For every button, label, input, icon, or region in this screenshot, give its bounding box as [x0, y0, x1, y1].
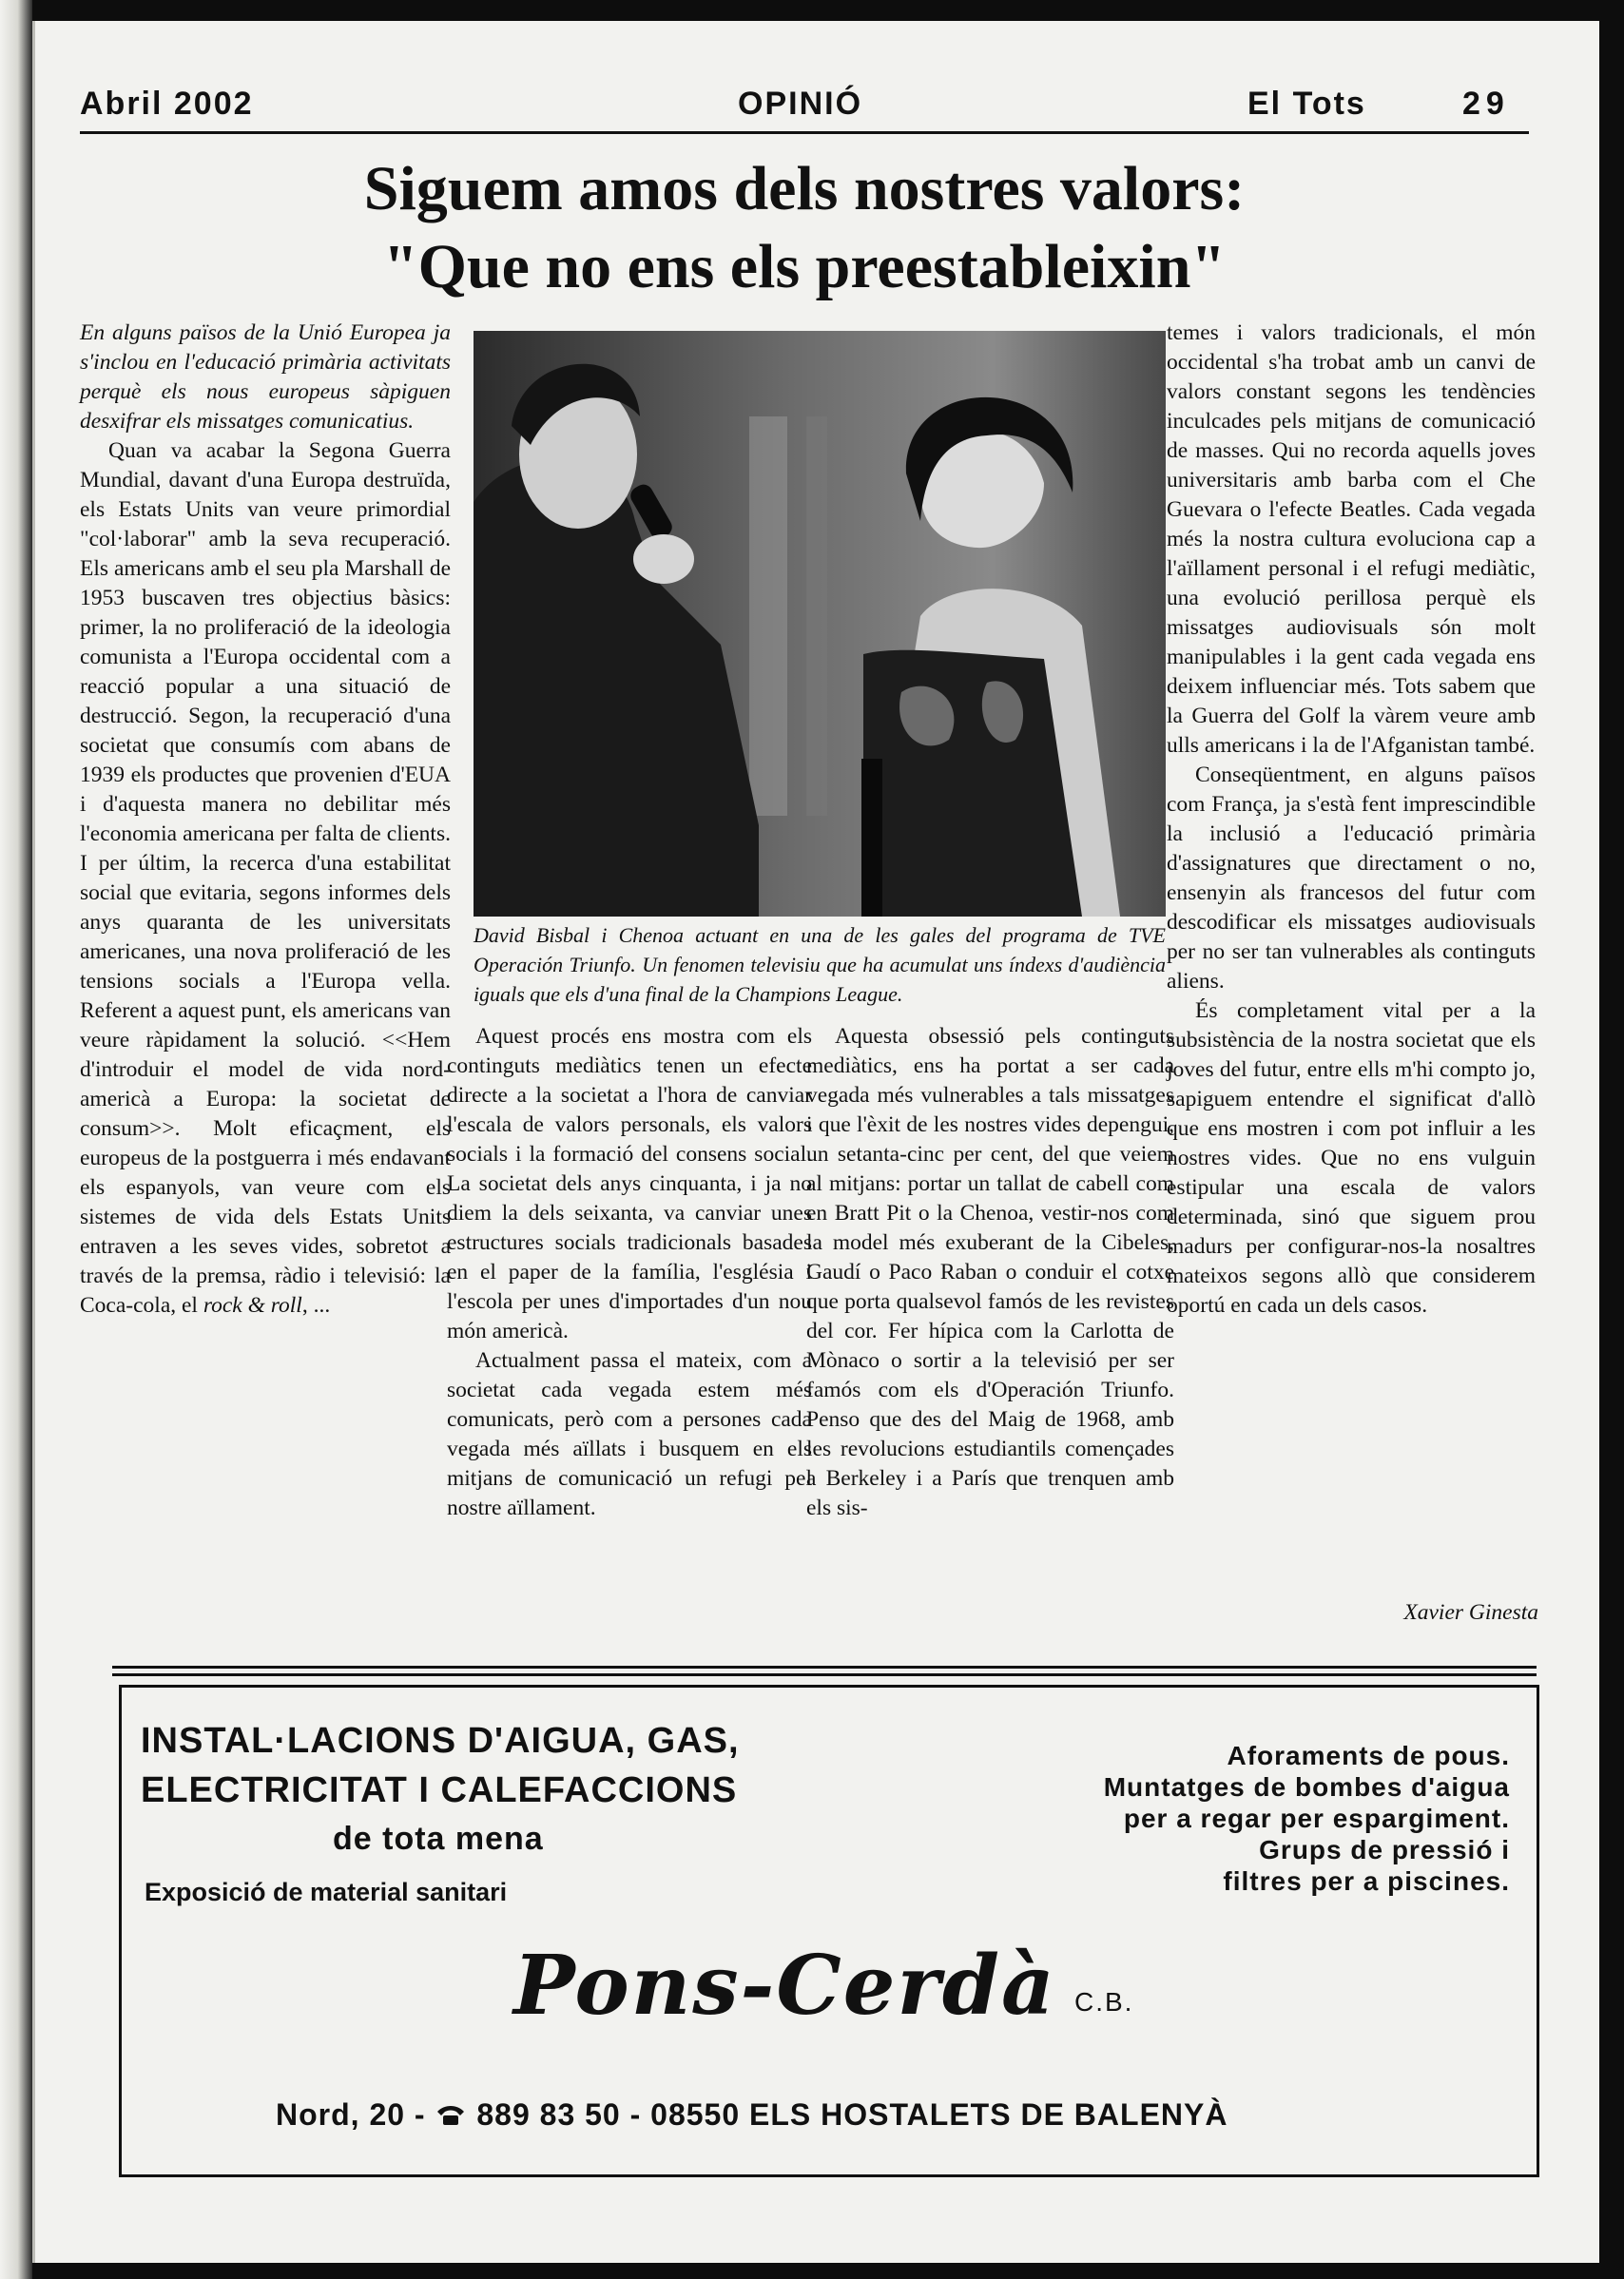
section-title: OPINIÓ	[738, 86, 863, 122]
article-headline	[80, 150, 1529, 306]
article-column-1	[80, 319, 451, 1321]
article-paragraph: Quan va acabar la Segona Guerra Mundial, davant d'una Europa destruïda, els Estats Units van veure primordial "col·laborar" amb la seva recuperació. Els americans amb el seu pla Marshall de 1953 buscaven tres objectius bàsics: primer, la no proliferació de la ideologia comunista a l'Europa occidental com a reacció popular a una situació de destrucció. Segon, la recuperació d'una societat que consumís com abans de 1939 els productes que provenien d'EUA i d'aquesta manera no debilitar més l'economia americana per falta de clients. I per últim, la recerca d'una estabilitat social que evitaria, segons informes dels anys quaranta de les universitats americanes, una nova proliferació de les tensions socials a l'Europa vella. Referent a aquest punt, els americans van veure ràpidament la solució. <<Hem d'introduir el model de vida nord-americà a Europa: la societat de consum>>. Molt eficaçment, els europeus de la postguerra i més endavant els espanyols, van veure com els sistemes de vida dels Estats Units entraven a les seves vides, sobretot a través de la premsa, ràdio i televisió: la Coca-cola, el rock & roll, ...	[80, 438, 451, 1318]
ad-brand-logo: Pons-Cerdà	[513, 1938, 1056, 2034]
issue-date: Abril 2002	[80, 86, 254, 122]
ad-divider	[112, 1673, 1537, 1676]
ad-service-line: Grups de pressió i	[1259, 1835, 1510, 1864]
italic-term: rock & roll	[203, 1293, 302, 1318]
headline-line-1: Siguem amos dels nostres valors:	[363, 154, 1246, 223]
ad-service-line: Muntatges de bombes d'aigua	[1103, 1772, 1510, 1802]
ad-address-street: Nord, 20 -	[276, 2097, 426, 2133]
headline-line-2: "Que no ens els preestableixin"	[382, 232, 1227, 301]
ad-title-line: de tota mena	[333, 1821, 544, 1857]
ad-address-city: - 08550 ELS HOSTALETS DE BALENYÀ	[629, 2097, 1228, 2133]
article-paragraph: Aquesta obsessió pels continguts mediàtics, ens ha portat a ser cada vegada més vulnerables a tals missatges i que l'èxit de les nostres vides depengui, un setanta-cinc per cent, del que veiem al mitjans: portar un tallat de cabell com en Bratt Pit o la Chenoa, vestir-nos com la model més exuberant de la Cibeles, Gaudí o Paco Raban o conduir el cotxe que porta qualsevol famós de les revistes del cor. Fer hípica com la Carlotta de Mònaco o sortir a la televisió per ser famós com els d'Operación Triunfo. Penso que des del Maig de 1968, amb les revolucions estudiantils començades a Berkeley i a París que trenquen amb els sis-	[806, 1024, 1174, 1520]
article-paragraph: Actualment passa el mateix, com a societat cada vegada estem més comunicats, però com a persones cada vegada més aïllats i busquem en els mitjans de comunicació un refugi pel nostre aïllament.	[447, 1348, 812, 1520]
header-rule	[80, 131, 1529, 134]
article-paragraph: temes i valors tradicionals, el món occidental s'ha trobat amb un canvi de valors constant segons les tendències inculcades pels mitjans de comunicació de masses. Qui no recorda aquells joves universitaris amb barba com el Che Guevara o l'efecte Beatles. Cada vegada més la nostra cultura evoluciona cap a l'aïllament personal i el refugi mediàtic, una evolució perillosa perquè els missatges audiovisuals són molt manipulables i la gent cada vegada ens deixem influenciar més. Tots sabem que la Guerra del Golf la vàrem veure amb ulls americans i la de l'Afganistan també.	[1167, 320, 1536, 758]
ad-exhibit: Exposició de material sanitari	[145, 1878, 508, 1906]
article-lead: En alguns països de la Unió Europea ja s'inclou en l'educació primària activitats perquè els nous europeus sàpiguen desxifrar els missatges comunicatius.	[80, 320, 451, 434]
photo-illustration	[474, 331, 1166, 917]
article-author: Xavier Ginesta	[1403, 1600, 1538, 1625]
article-paragraph: És completament vital per a la subsistència de la nostra societat que els joves del futur, entre ells m'hi compto jo, sapiguem entendre el significat d'allò que ens mostren i com pot influir a les nostres vides. Que no ens vulguin estipular una escala de valors determinada, sinó que siguem prou madurs per configurar-nos-la nosaltres mateixos segons allò que considerem oportú en cada un dels casos.	[1167, 998, 1536, 1318]
ad-brand-suffix: C.B.	[1074, 1987, 1134, 2017]
photo-caption: David Bisbal i Chenoa actuant en una de les gales del programa de TVE Operación Triunfo. Un fenomen televisiu que ha acumulat uns índexs d'audiència iguals que els d'una final de la Champions League.	[474, 923, 1166, 1006]
ad-service-line: Aforaments de pous.	[1227, 1741, 1510, 1770]
ad-title-line: INSTAL·LACIONS D'AIGUA, GAS,	[141, 1721, 740, 1761]
ad-service-line: per a regar per espargiment.	[1123, 1804, 1510, 1833]
article-photo	[474, 331, 1166, 917]
ad-service-line: filtres per a piscines.	[1223, 1866, 1510, 1896]
ad-title-line: ELECTRICITAT I CALEFACCIONS	[141, 1770, 738, 1810]
phone-icon	[435, 2103, 467, 2128]
page-number: 29	[1462, 86, 1510, 122]
article-column-2	[447, 1022, 812, 1523]
ad-phone-number: 889 83 50	[476, 2097, 621, 2133]
publication-name: El Tots	[1247, 86, 1366, 122]
article-column-3	[806, 1022, 1174, 1523]
article-paragraph: Conseqüentment, en alguns països com França, ja s'està fent imprescindible la inclusió a l'educació primària d'assignatures que directament o no, ensenyin als francesos del futur com descodificar els missatges audiovisuals per no ser tan vulnerables als continguts aliens.	[1167, 763, 1536, 994]
ad-divider	[112, 1666, 1537, 1669]
ad-address	[276, 2096, 1228, 2133]
page-binding-edge	[0, 0, 32, 2279]
article-paragraph: Aquest procés ens mostra com els continguts mediàtics tenen un efecte directe a la societat a l'hora de canviar l'escala de valors personals, els valors socials i la formació del consens social. La societat dels anys cinquanta, i ja no diem la dels seixanta, va canviar unes estructures socials tradicionals basades en el paper de la família, l'església i l'escola per unes d'importades d'un nou món americà.	[447, 1024, 812, 1343]
article-column-4	[1167, 319, 1536, 1321]
